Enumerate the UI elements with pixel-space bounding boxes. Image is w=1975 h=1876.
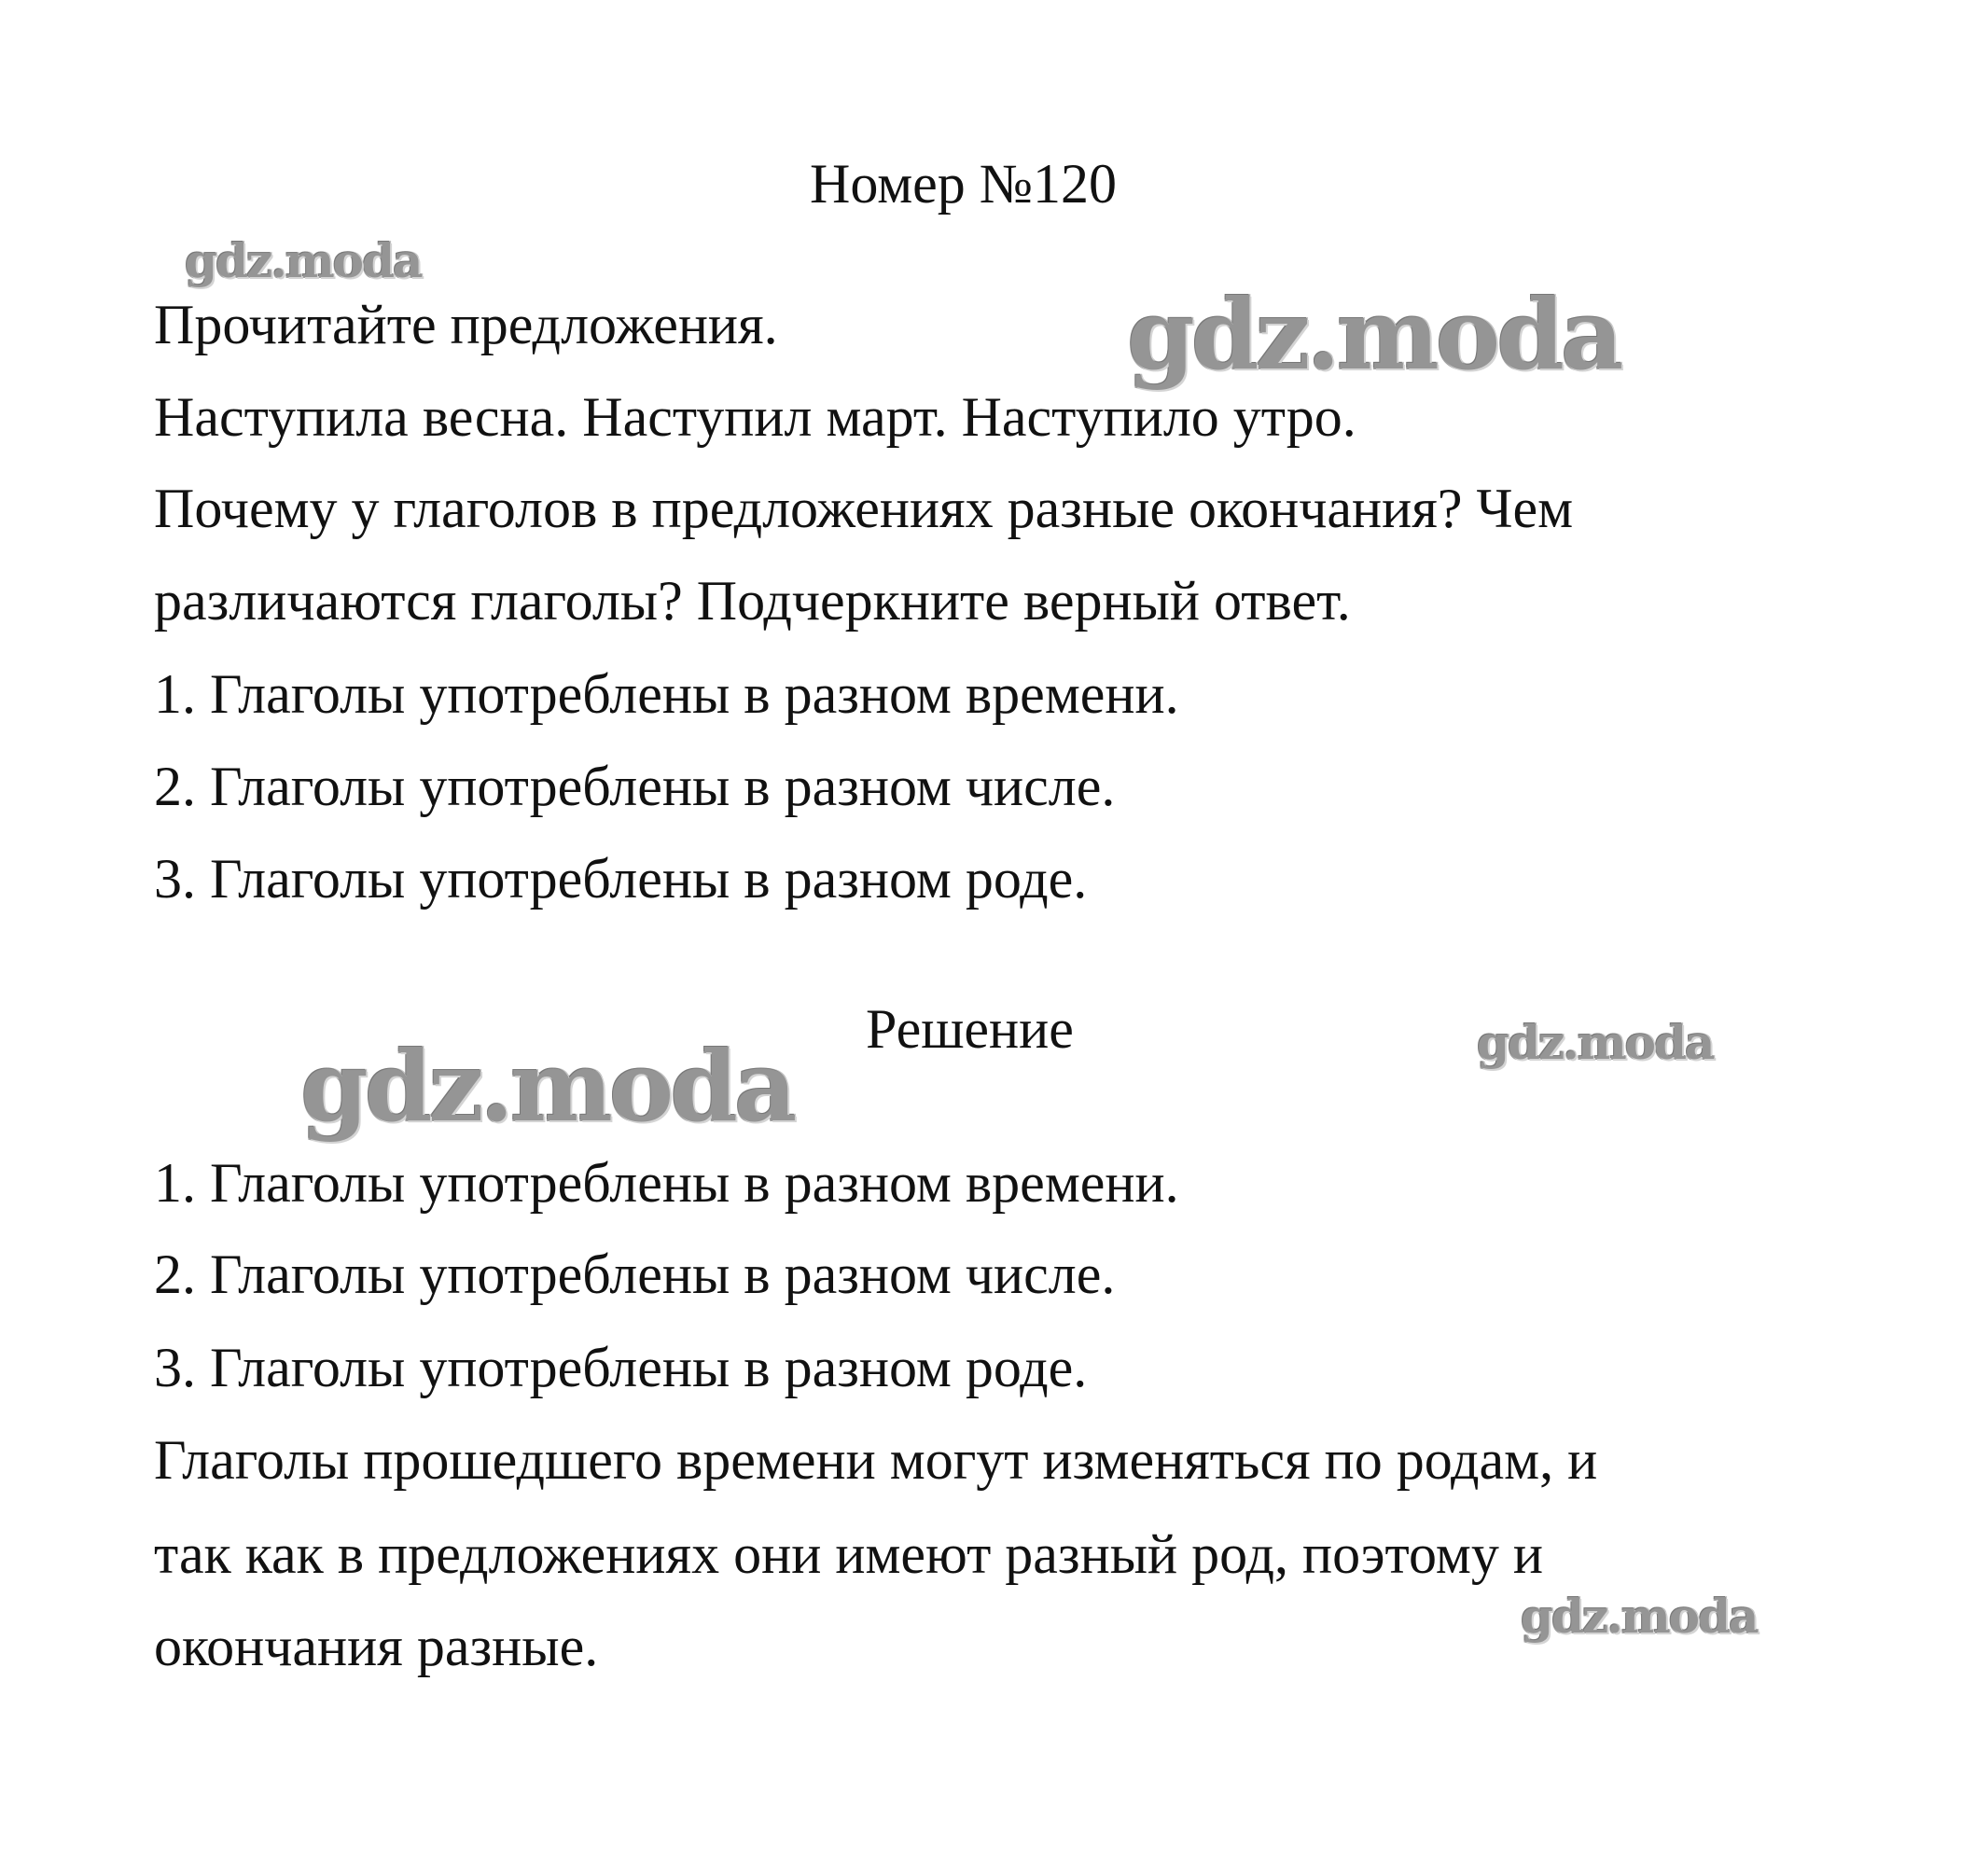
- solution-option-3: 3. Глаголы употреблены в разном роде.: [154, 1337, 1088, 1398]
- watermark-top-right: gdz.moda: [1127, 277, 1620, 392]
- page-title: Номер №120: [810, 153, 1118, 215]
- solution-explanation-line-3: окончания разные.: [154, 1616, 599, 1677]
- watermark-bottom-right: gdz.moda: [1521, 1589, 1758, 1644]
- watermark-middle-right: gdz.moda: [1477, 1015, 1714, 1070]
- watermark-top-left: gdz.moda: [185, 233, 422, 288]
- task-option-1: 1. Глаголы употреблены в разном времени.: [154, 663, 1179, 725]
- watermark-middle-left: gdz.moda: [300, 1029, 794, 1144]
- task-line-1: Прочитайте предложения.: [154, 294, 778, 355]
- solution-title: Решение: [866, 998, 1074, 1060]
- solution-explanation-line-1: Глаголы прошедшего времени могут изменяться по родам, и: [154, 1429, 1598, 1491]
- solution-option-1: 1. Глаголы употреблены в разном времени.: [154, 1152, 1179, 1214]
- task-line-4: различаются глаголы? Подчеркните верный ответ.: [154, 570, 1351, 632]
- solution-option-2: 2. Глаголы употреблены в разном числе.: [154, 1244, 1116, 1305]
- task-line-2: Наступила весна. Наступил март. Наступило утро.: [154, 386, 1356, 448]
- task-line-3: Почему у глаголов в предложениях разные окончания? Чем: [154, 478, 1574, 539]
- solution-explanation-line-2: так как в предложениях они имеют разный род, поэтому и: [154, 1523, 1543, 1585]
- task-option-2: 2. Глаголы употреблены в разном числе.: [154, 756, 1116, 817]
- task-option-3: 3. Глаголы употреблены в разном роде.: [154, 848, 1088, 910]
